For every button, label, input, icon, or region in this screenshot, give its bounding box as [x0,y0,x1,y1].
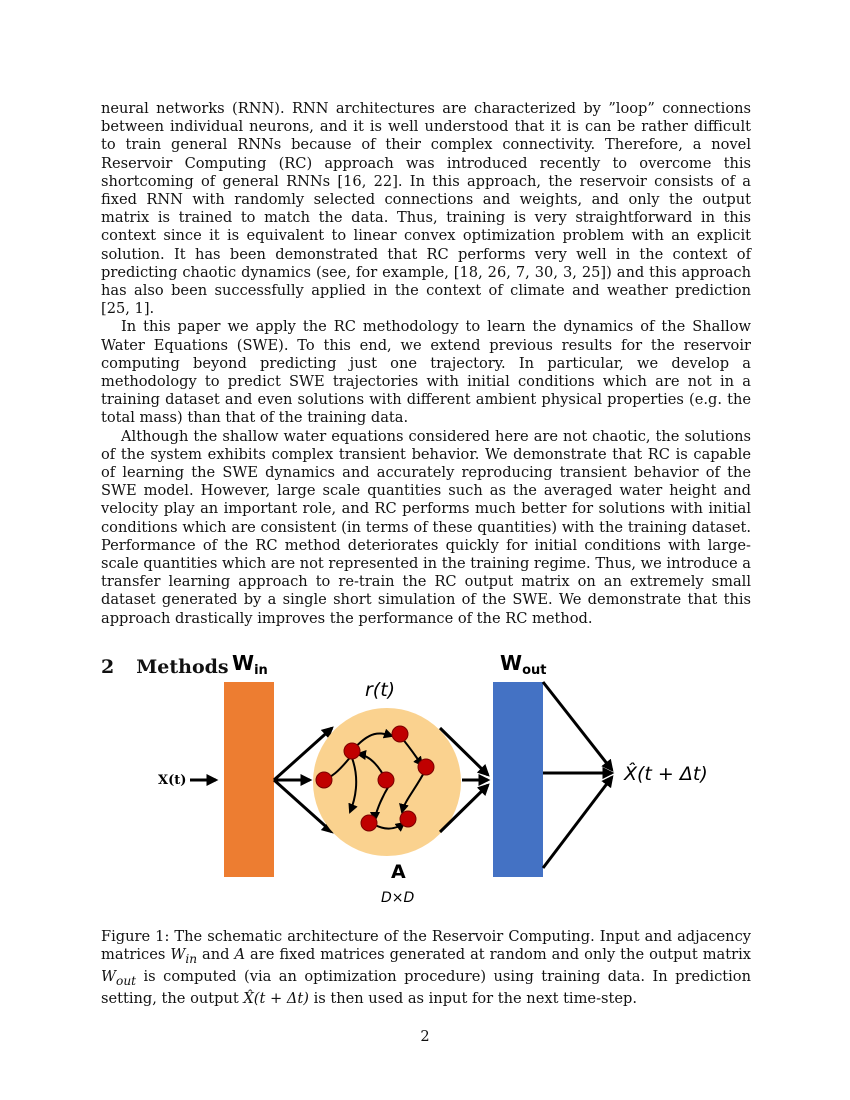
adjacency-dims: D×D [381,890,415,906]
reservoir-node [400,811,416,827]
reservoir-node [418,759,434,775]
win-label: $W_{in}$ [232,651,268,678]
paragraph-3: Although the shallow water equations considered here are not chaotic, the solutions of the system exhibits complex transient behavior. We demonstrate that RC is capable of learning the SWE dynamics and accurately reproducing transient behavior of the SWE model. However, large scale quantities such as the averaged water height and velocity play an important role, and RC performs much better for solutions with initial conditions which are consistent (in terms of these quantities) with the training dataset. Performance of the RC method deteriorates quickly for initial conditions with large-scale quantities which are not represented in the training regime. Thus, we introduce a transfer learning approach to re-train the RC output matrix on an extremely small dataset generated by a single short simulation of the SWE. We demonstrate that this approach drastically improves the performance of the RC method. [101,427,751,627]
wout-label: $W_{out}$ [500,651,547,678]
output-label: X̂(t + Δt) [624,763,708,785]
figure-caption: Figure 1: The schematic architecture of the Reservoir Computing. Input and adjacency matrices $W_{in}$ and A are fixed matrices generated at random and only the output matrix $W_{out}$ is computed (via an optimization procedure) using training data. In prediction setting, the output X̂(t + Δt) is then used as input for the next time-step. [101,928,751,1008]
reservoir-node [316,772,332,788]
reservoir-node [378,772,394,788]
page-body [101,100,751,678]
wout-to-output-arrow-up [543,682,612,770]
section-number: 2 [101,655,115,678]
rc-diagram [150,640,730,920]
wout-matrix [493,682,543,877]
reservoir-state-label: r(t) [365,679,396,701]
reservoir-node [344,743,360,759]
wout-to-output-arrow-down [543,777,612,868]
reservoir-node [361,815,377,831]
section-title: Methods [136,655,229,678]
win-matrix [224,682,274,877]
paragraph-2: In this paper we apply the RC methodology to learn the dynamics of the Shallow Water Equations (SWE). To this end, we extend previous results for the reservoir computing beyond predicting just one trajectory. In particular, we develop a methodology to predict SWE trajectories with initial conditions which are not in a training dataset and even solutions with different ambient physical properties (e.g. the total mass) than that of the training data. [101,318,751,427]
paragraph-1: neural networks (RNN). RNN architectures are characterized by ”loop” connections between individual neurons, and it is well understood that it is can be rather difficult to train general RNNs because of their complex connectivity. Therefore, a novel Reservoir Computing (RC) approach was introduced recently to overcome this shortcoming of general RNNs [16, 22]. In this approach, the reservoir consists of a fixed RNN with randomly selected connections and weights, and only the output matrix is trained to match the data. Thus, training is very straightforward in this context since it is equivalent to linear convex optimization problem with an explicit solution. It has been demonstrated that RC performs very well in the context of predicting chaotic dynamics (see, for example, [18, 26, 7, 30, 3, 25]) and this approach has also been successfully applied in the context of climate and weather prediction [25, 1]. [101,100,751,318]
reservoir-node [392,726,408,742]
page-number: 2 [420,1028,430,1045]
rc-architecture-figure [150,640,730,920]
adjacency-label: A [391,861,406,883]
input-label: X(t) [158,773,187,788]
